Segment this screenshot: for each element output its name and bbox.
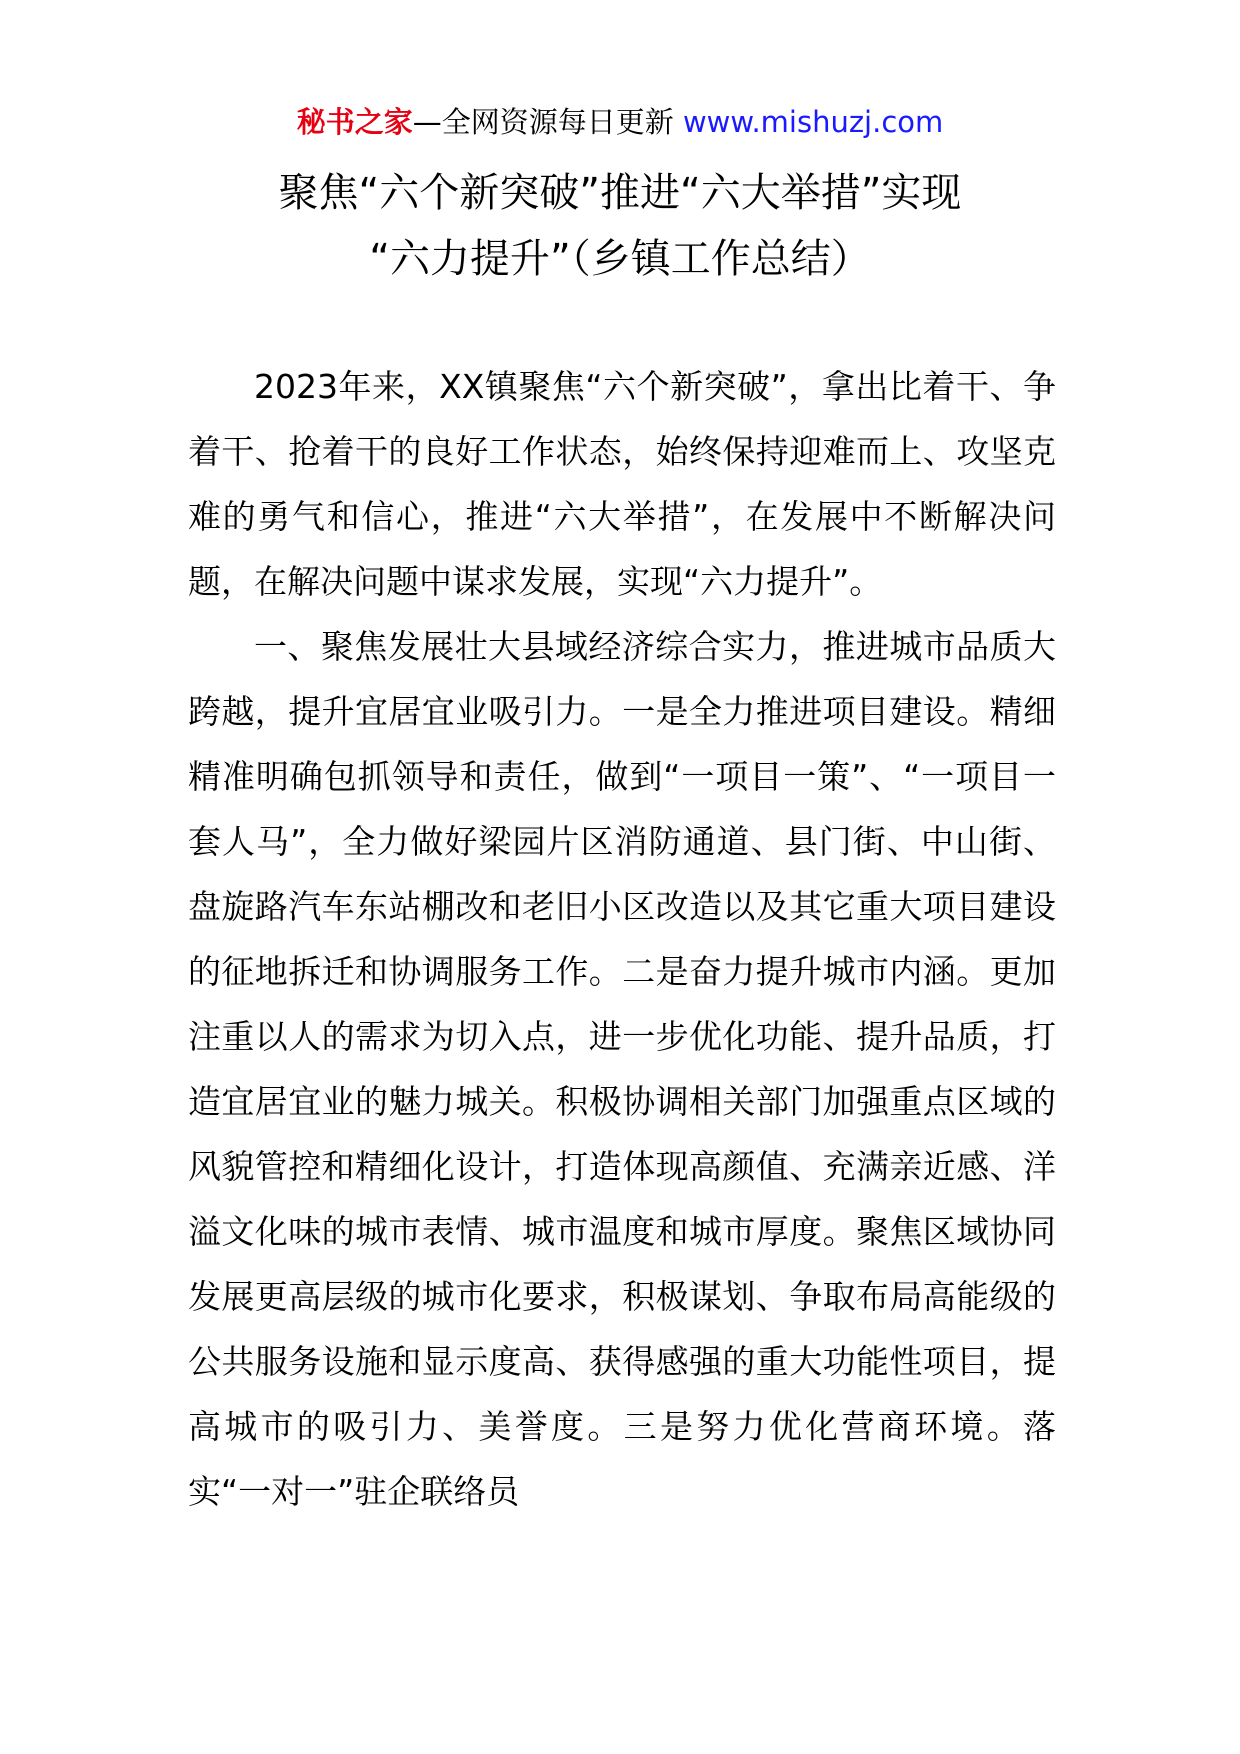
intro-paragraph: 2023年来，XX镇聚焦“六个新突破”，拿出比着干、争着干、抢着干的良好工作状态，始终保持迎难而上、攻坚克难的勇气和信心，推进“六大举措”，在发展中不断解决问题，在解决问题中谋求发展，实现“六力提升”。 bbox=[188, 367, 1056, 601]
document-body bbox=[188, 354, 1056, 1524]
section-one-paragraph: 一、聚焦发展壮大县域经济综合实力，推进城市品质大跨越，提升宜居宜业吸引力。一是全力推进项目建设。精细精准明确包抓领导和责任，做到“一项目一策”、“一项目一套人马”，全力做好梁园片区消防通道、县门街、中山街、盘旋路汽车东站棚改和老旧小区改造以及其它重大项目建设的征地拆迁和协调服务工作。二是奋力提升城市内涵。更加注重以人的需求为切入点，进一步优化功能、提升品质，打造宜居宜业的魅力城关。积极协调相关部门加强重点区域的风貌管控和精细化设计，打造体现高颜值、充满亲近感、洋溢文化味的城市表情、城市温度和城市厚度。聚焦区域协同发展更高层级的城市化要求，积极谋划、争取布局高能级的公共服务设施和显示度高、获得感强的重大功能性项目，提高城市的吸引力、美誉度。三是努力优化营商环境。落实“一对一”驻企联络员 bbox=[188, 627, 1056, 1511]
title-line-2: “六力提升”（乡镇工作总结） bbox=[369, 236, 871, 282]
document-title bbox=[0, 160, 1240, 292]
site-header bbox=[0, 102, 1240, 142]
header-tagline: —全网资源每日更新 bbox=[412, 105, 674, 139]
site-url-link[interactable]: www.mishuzj.com bbox=[682, 105, 944, 139]
brand-name: 秘书之家 bbox=[296, 105, 413, 139]
title-line-1: 聚焦“六个新突破”推进“六大举措”实现 bbox=[278, 170, 962, 216]
